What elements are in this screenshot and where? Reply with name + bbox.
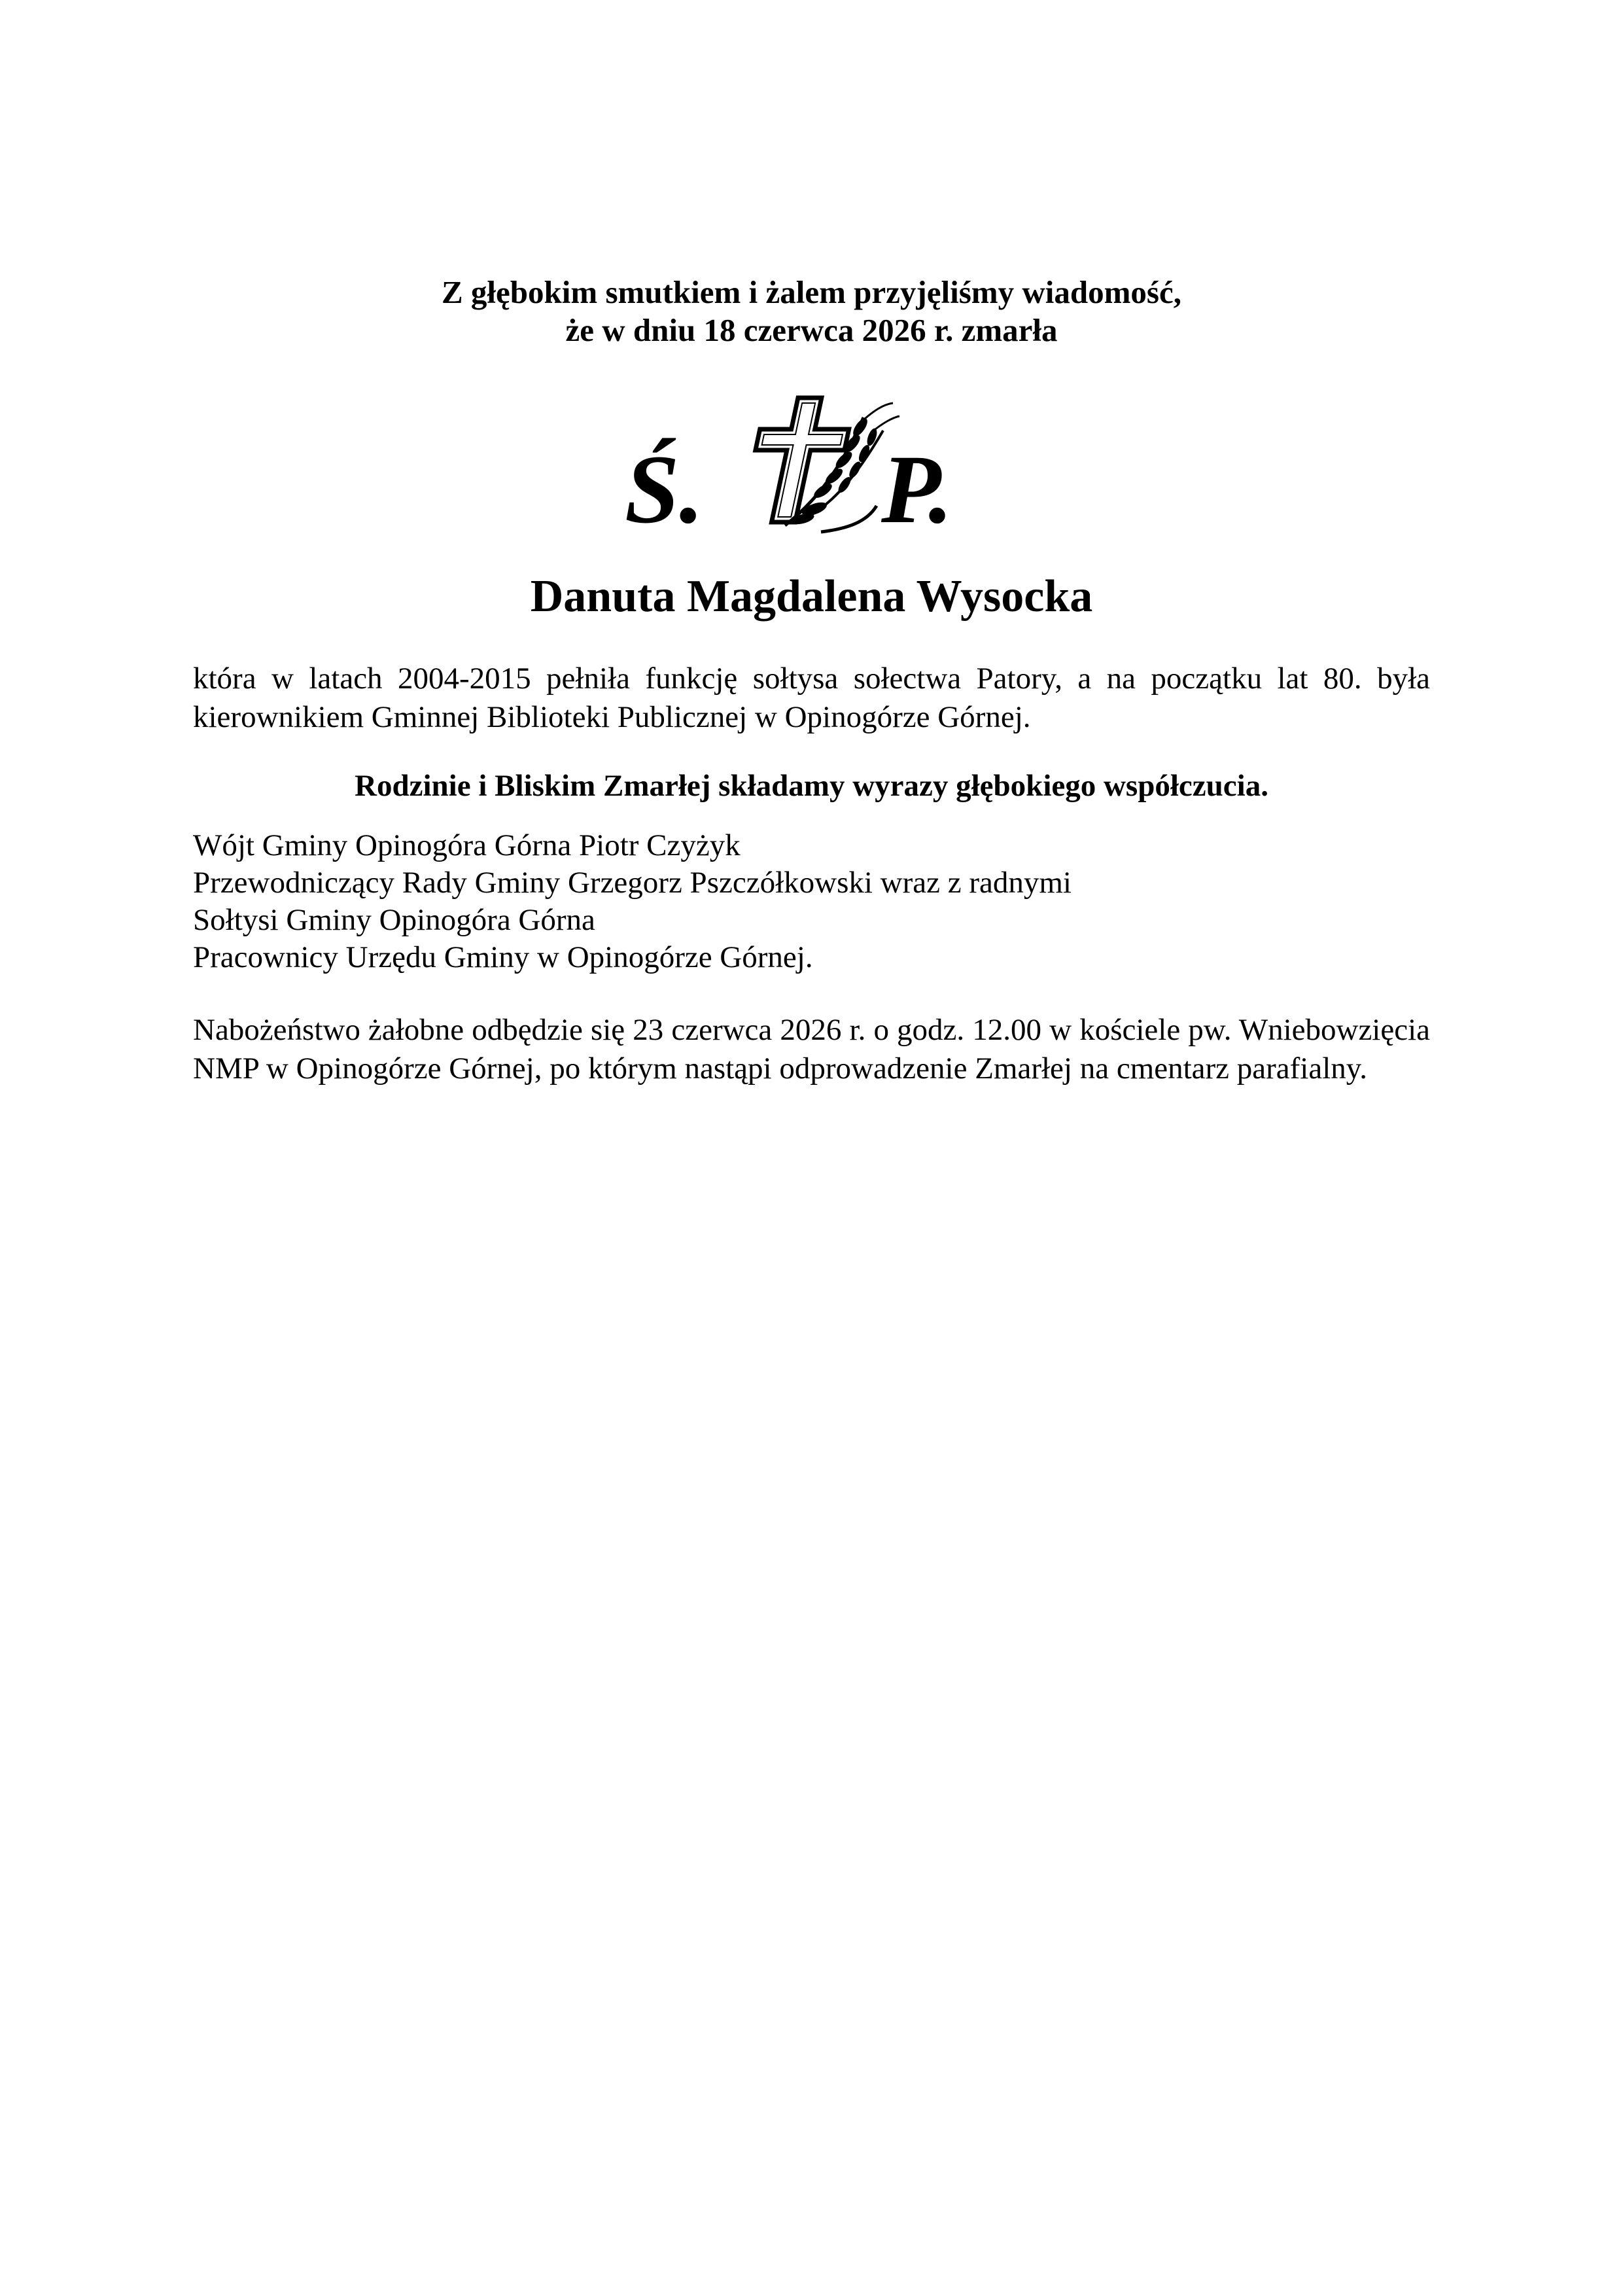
deceased-name: Danuta Magdalena Wysocka <box>530 571 1093 622</box>
intro-line-2: że w dniu 18 czerwca 2026 r. zmarła <box>565 312 1058 348</box>
cross-with-wheat-icon <box>740 398 899 532</box>
intro-text <box>193 274 1430 349</box>
intro-line-1: Z głębokim smutkiem i żalem przyjęliśmy wiadomość, <box>442 274 1181 310</box>
signatory-line: Pracownicy Urzędu Gminy w Opinogórze Górnej. <box>193 940 813 974</box>
signatory-line: Wójt Gminy Opinogóra Górna Piotr Czyżyk <box>193 828 741 862</box>
condolence-line: Rodzinie i Bliskim Zmarłej składamy wyrazy głębokiego współczucia. <box>355 769 1268 803</box>
sp-emblem <box>625 391 965 543</box>
signatory-line: Sołtysi Gminy Opinogóra Górna <box>193 903 595 937</box>
signatory-line: Przewodniczący Rady Gminy Grzegorz Pszczółkowski wraz z radnymi <box>193 866 1072 900</box>
funeral-service-paragraph: Nabożeństwo żałobne odbędzie się 23 czerwca 2026 r. o godz. 12.00 w kościele pw. Wniebowzięcia NMP w Opinogórze Górnej, po którym nastąpi odprowadzenie Zmarłej na cmentarz parafialny. <box>193 1013 1430 1086</box>
sp-letter-s: Ś. <box>625 435 704 543</box>
biography-paragraph: która w latach 2004-2015 pełniła funkcję sołtysa sołectwa Patory, a na początku lat 80. była kierownikiem Gminnej Biblioteki Publicznej w Opinogórze Górnej. <box>193 662 1430 734</box>
signatories-list <box>193 827 1430 976</box>
sp-letter-p: P. <box>881 435 953 543</box>
